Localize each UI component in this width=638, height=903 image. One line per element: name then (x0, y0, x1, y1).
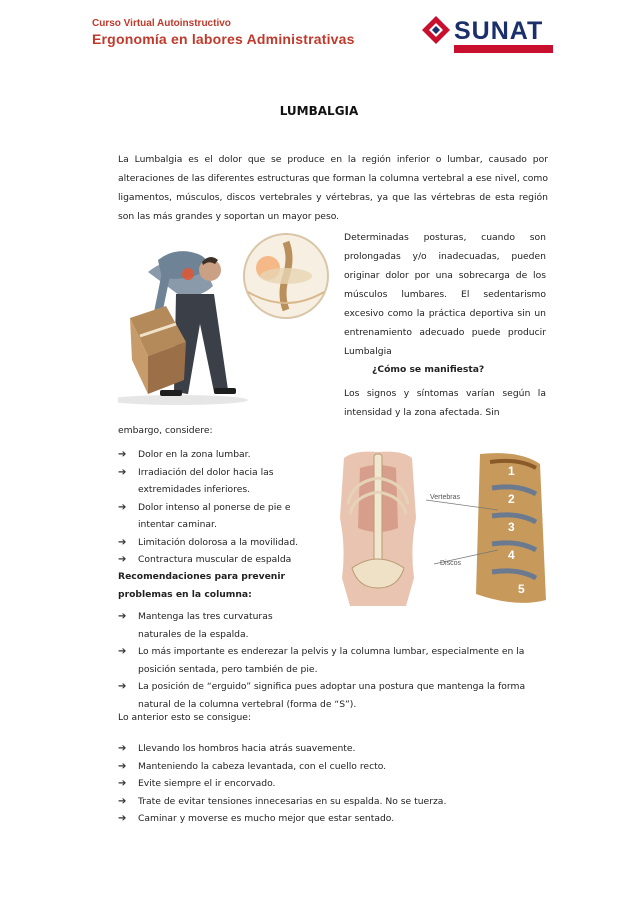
arrow-right-icon: ➔ (118, 611, 127, 622)
sunat-logo (420, 14, 610, 81)
list-item: ➔ Llevando los hombros hacia atrás suavemente. (118, 740, 550, 758)
list-item: ➔ Mantenga las tres curvaturas naturales de la espalda. (118, 608, 278, 643)
arrow-right-icon: ➔ (118, 466, 127, 478)
consigue-text: Lo anterior esto se consigue: (118, 712, 252, 723)
arrow-right-icon: ➔ (118, 501, 127, 513)
logo-subtitle-bar (454, 45, 610, 81)
list-item: ➔ Limitación dolorosa a la movilidad. (118, 534, 318, 552)
list-item: ➔ Dolor en la zona lumbar. (118, 446, 318, 464)
lifting-illustration (118, 232, 340, 410)
arrow-right-icon: ➔ (118, 795, 127, 807)
vertebra-number: 3 (508, 520, 515, 534)
vertebra-number: 5 (518, 582, 525, 596)
postures-paragraph: Determinadas posturas, cuando son prolongadas y/o inadecuadas, pueden originar dolor por una sobrecarga de los músculos lumbares. El sedentarismo excesivo como la práctica deportiva sin un entrenamiento adecuado puede producir Lumbalgia (344, 232, 546, 357)
course-title: Ergonomía en labores Administrativas (92, 31, 355, 47)
arrow-right-icon: ➔ (118, 554, 127, 565)
arrow-right-icon: ➔ (118, 681, 127, 692)
list-item: ➔ Irradiación del dolor hacia las extremidades inferiores. (118, 464, 318, 499)
list-item: ➔ Manteniendo la cabeza levantada, con el cuello recto. (118, 758, 550, 776)
recommendations-heading: Recomendaciones para prevenir problemas en la columna: (118, 571, 286, 600)
symptoms-list (118, 446, 318, 569)
sunat-emblem-icon (420, 14, 452, 54)
course-label: Curso Virtual Autoinstructivo (92, 18, 231, 29)
discos-label: Discos (440, 560, 462, 567)
arrow-right-icon: ➔ (118, 536, 127, 548)
tips-list (118, 740, 550, 828)
question-heading: ¿Cómo se manifiesta? (372, 364, 485, 375)
vertebras-label: Vertebras (430, 494, 460, 501)
list-item: ➔ La posición de “erguido” significa pues adoptar una postura que mantenga la forma natural de la columna vertebral (forma de “S”). (118, 678, 550, 713)
arrow-right-icon: ➔ (118, 778, 127, 789)
vertebra-number: 1 (508, 464, 515, 478)
list-item: ➔ Dolor intenso al ponerse de pie e intentar caminar. (118, 499, 318, 534)
recommendations-list (118, 608, 550, 713)
signs-paragraph: Los signos y síntomas varían según la intensidad y la zona afectada. Sin (344, 388, 546, 418)
intro-paragraph: La Lumbalgia es el dolor que se produce en la región inferior o lumbar, causado por alteraciones de las diferentes estructuras que forman la columna vertebral a ese nivel, como ligamentos, músculos, discos vertebrales y vértebras, ya que las vértebras de esta región son las más grandes y soportan un mayor peso. (118, 154, 548, 222)
signs-continuation: embargo, considere: (118, 425, 213, 436)
logo-wordmark: SUNAT (454, 17, 544, 45)
arrow-right-icon: ➔ (118, 743, 127, 754)
vertebra-number: 4 (508, 548, 515, 562)
list-item: ➔ Evite siempre el ir encorvado. (118, 775, 550, 793)
vertebra-number: 2 (508, 492, 515, 506)
arrow-right-icon: ➔ (118, 813, 127, 824)
arrow-right-icon: ➔ (118, 646, 127, 657)
page-title: LUMBALGIA (279, 104, 359, 118)
arrow-right-icon: ➔ (118, 449, 127, 460)
arrow-right-icon: ➔ (118, 760, 127, 772)
list-item: ➔ Lo más importante es enderezar la pelvis y la columna lumbar, especialmente en la posición sentada, pero también de pie. (118, 643, 550, 678)
logo-subtitle: SUPERINTENDENCIA NACIONAL DE ADUANAS Y DE ADMINISTRACIÓN TRIBUTARIA (490, 77, 610, 81)
list-item: ➔ Contractura muscular de espalda (118, 551, 318, 569)
spine-anatomy-illustration (330, 448, 558, 608)
list-item: ➔ Trate de evitar tensiones innecesarias en su espalda. No se tuerza. (118, 793, 550, 811)
list-item: ➔ Caminar y moverse es mucho mejor que estar sentado. (118, 810, 550, 828)
